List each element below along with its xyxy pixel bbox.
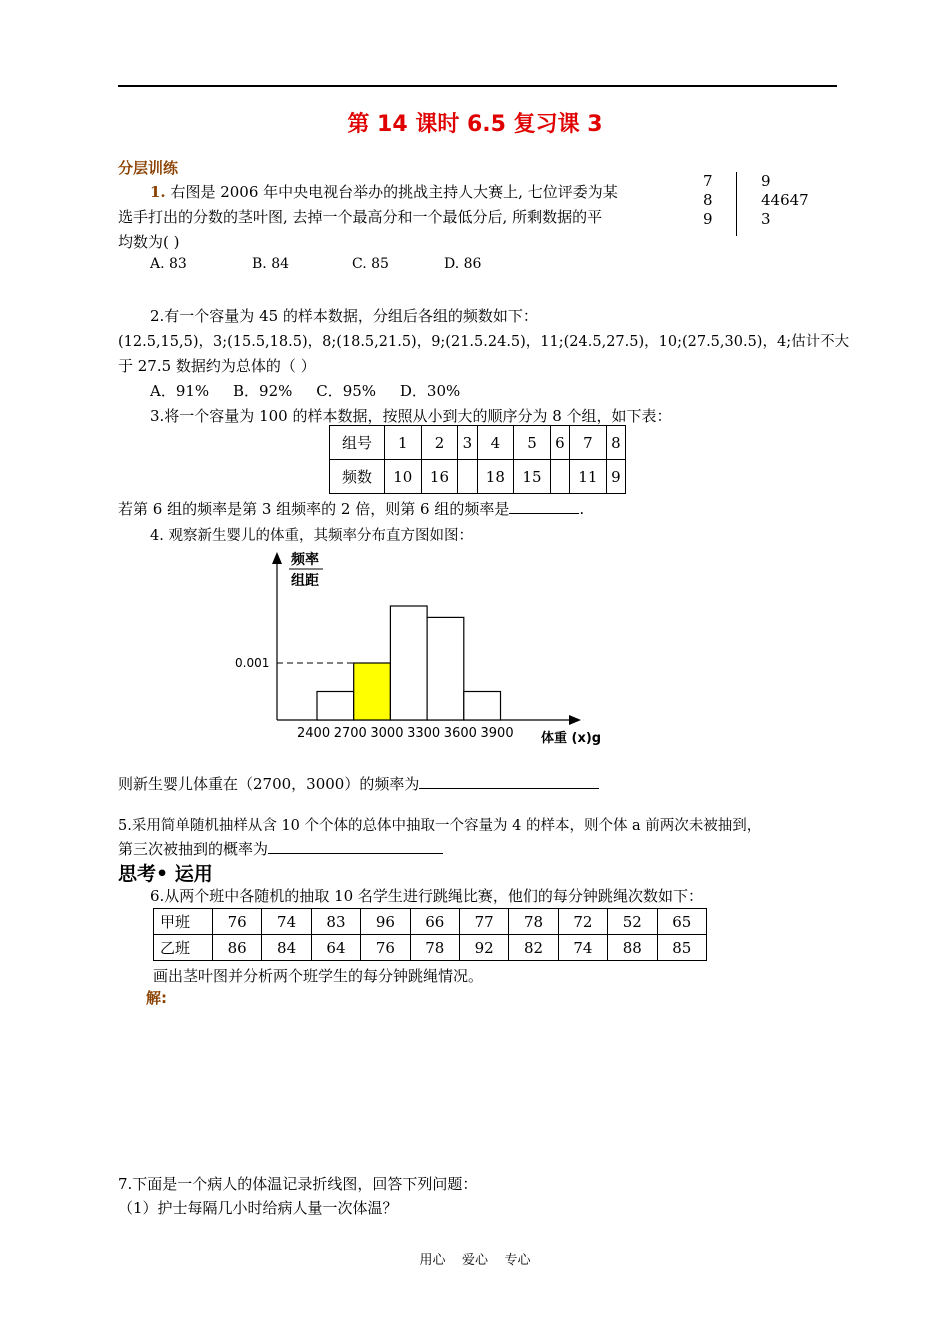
q6-line2: 画出茎叶图并分析两个班学生的每分钟跳绳情况。 (153, 967, 484, 985)
q1-line1 (150, 181, 618, 202)
section-heading-layered-training: 分层训练 (118, 159, 179, 177)
q6-answer-label: 解: (146, 989, 167, 1007)
q1-option-a: A. 83 (150, 256, 187, 272)
q3-row-cell: 11 (570, 460, 607, 494)
q5-answer-blank[interactable] (268, 853, 443, 854)
q6-class-b-label: 乙班 (154, 935, 213, 961)
q3-question-text: 若第 6 组的频率是第 3 组频率的 2 倍，则第 6 组的频率是 (118, 500, 510, 518)
q3-header-cell: 组号 (330, 426, 385, 460)
q3-row-cell (458, 460, 477, 494)
q2-options: A．91% B．92% C．95% D．30% (150, 382, 461, 400)
q3-row-cell: 18 (477, 460, 514, 494)
stemplot-stem-1: 7 (703, 172, 713, 190)
q3-row-cell: 频数 (330, 460, 385, 494)
q6-cell: 84 (262, 935, 311, 961)
q3-line1: 3.将一个容量为 100 的样本数据，按照从小到大的顺序分为 8 个组，如下表： (150, 407, 672, 425)
stemplot-leaf-1: 9 (761, 172, 771, 190)
q6-cell: 74 (262, 909, 311, 935)
q3-row-cell: 15 (514, 460, 551, 494)
x-tick-label: 3900 (480, 726, 514, 741)
stemplot-leaf-3: 3 (761, 210, 771, 228)
q2-line3: 于 27.5 数据约为总体的（ ） (118, 357, 316, 375)
q4-line1: 4. 观察新生婴儿的体重，其频率分布直方图如图： (150, 528, 473, 544)
x-tick-labels (297, 726, 514, 741)
q6-cell: 96 (361, 909, 410, 935)
q3-header-cell: 3 (458, 426, 477, 460)
q6-cell: 86 (213, 935, 262, 961)
q3-header-cell: 7 (570, 426, 607, 460)
q5-line2 (118, 838, 443, 859)
stemplot-stem-2: 8 (703, 191, 713, 209)
histogram-bar-5 (464, 692, 501, 721)
q7-line1: 7.下面是一个病人的体温记录折线图，回答下列问题： (118, 1175, 478, 1193)
x-axis-arrow (569, 715, 581, 725)
q3-header-cell: 1 (385, 426, 422, 460)
q2-line2: (12.5,15,5)，3;(15.5,18.5)，8;(18.5,21.5)，9;(21.5.24.5)，11;(24.5,27.5)，10;(27.5,30.5)，4;估计不大 (118, 334, 850, 350)
q6-cell: 65 (657, 909, 706, 935)
histogram-bar-2 (354, 663, 391, 720)
q6-cell: 88 (608, 935, 657, 961)
histogram-bar-1 (317, 692, 354, 721)
x-tick-label: 3300 (407, 726, 441, 741)
x-tick-label: 2400 (297, 726, 331, 741)
x-tick-label: 2700 (333, 726, 367, 741)
histogram-bar-4 (427, 617, 464, 720)
q6-cell: 64 (311, 935, 360, 961)
q3-line2 (118, 498, 584, 519)
x-tick-label: 3000 (370, 726, 404, 741)
q6-score-table (153, 908, 707, 961)
q1-line2: 选手打出的分数的茎叶图, 去掉一个最高分和一个最低分后, 所剩数据的平 (118, 208, 603, 226)
q1-text-1: 右图是 2006 年中央电视台举办的挑战主持人大赛上, 七位评委为某 (170, 183, 618, 201)
q3-header-cell: 4 (477, 426, 514, 460)
q6-cell: 78 (410, 935, 459, 961)
histogram-chart (225, 548, 625, 748)
page-footer: 用心 爱心 专心 (419, 1253, 531, 1268)
q3-row-cell: 9 (606, 460, 625, 494)
q3-header-cell: 6 (550, 426, 569, 460)
page-title: 第 14 课时 6.5 复习课 3 (347, 112, 603, 137)
q6-cell: 82 (509, 935, 558, 961)
q6-class-a-label: 甲班 (154, 909, 213, 935)
x-axis-label: 体重 (x)g (541, 731, 602, 746)
stemplot-stem-3: 9 (703, 210, 713, 228)
q3-row-cell: 10 (385, 460, 422, 494)
q1-line3: 均数为( ) (118, 233, 180, 251)
stemplot-leaf-2: 44647 (761, 191, 809, 209)
y-label-bottom: 组距 (291, 573, 319, 589)
stemplot-divider (736, 172, 737, 236)
q3-row-cell (550, 460, 569, 494)
q4-answer-blank[interactable] (419, 788, 599, 789)
q6-cell: 78 (509, 909, 558, 935)
q5-line1: 5.采用简单随机抽样从含 10 个个体的总体中抽取一个容量为 4 的样本，则个体 a 前两次未被抽到， (118, 818, 762, 834)
y-tick-label: 0.001 (235, 656, 270, 670)
y-axis-arrow (272, 552, 282, 564)
histogram-bars (317, 606, 501, 720)
q3-period: . (579, 500, 585, 518)
q6-cell: 74 (558, 935, 607, 961)
q6-cell: 66 (410, 909, 459, 935)
histogram-bar-3 (390, 606, 427, 720)
q3-answer-blank[interactable] (509, 513, 579, 514)
q1-option-b: B. 84 (252, 256, 290, 272)
q6-cell: 72 (558, 909, 607, 935)
q1-number: 1. (150, 183, 166, 201)
q4-answer-text: 则新生婴儿体重在（2700，3000）的频率为 (118, 775, 420, 793)
section-heading-thinking: 思考• 运用 (118, 863, 213, 885)
q6-cell: 85 (657, 935, 706, 961)
q5-question-text: 第三次被抽到的概率为 (118, 840, 269, 858)
q7-line2: （1）护士每隔几小时给病人量一次体温？ (118, 1199, 398, 1217)
q6-cell: 83 (311, 909, 360, 935)
q6-cell: 77 (459, 909, 508, 935)
q6-cell: 52 (608, 909, 657, 935)
q6-cell: 76 (213, 909, 262, 935)
q3-header-cell: 2 (421, 426, 458, 460)
header-rule (118, 85, 837, 87)
q2-line1: 2.有一个容量为 45 的样本数据，分组后各组的频数如下： (150, 307, 538, 325)
y-label-top: 频率 (291, 552, 319, 568)
q3-header-cell: 8 (606, 426, 625, 460)
q1-option-d: D. 86 (444, 256, 482, 272)
q6-cell: 92 (459, 935, 508, 961)
x-tick-label: 3600 (443, 726, 477, 741)
q4-answer-line (118, 773, 599, 794)
q3-row-cell: 16 (421, 460, 458, 494)
q6-cell: 76 (361, 935, 410, 961)
q3-frequency-table (329, 425, 626, 494)
q6-line1: 6.从两个班中各随机的抽取 10 名学生进行跳绳比赛，他们的每分钟跳绳次数如下： (150, 887, 703, 905)
q1-option-c: C. 85 (352, 256, 389, 272)
q3-header-cell: 5 (514, 426, 551, 460)
